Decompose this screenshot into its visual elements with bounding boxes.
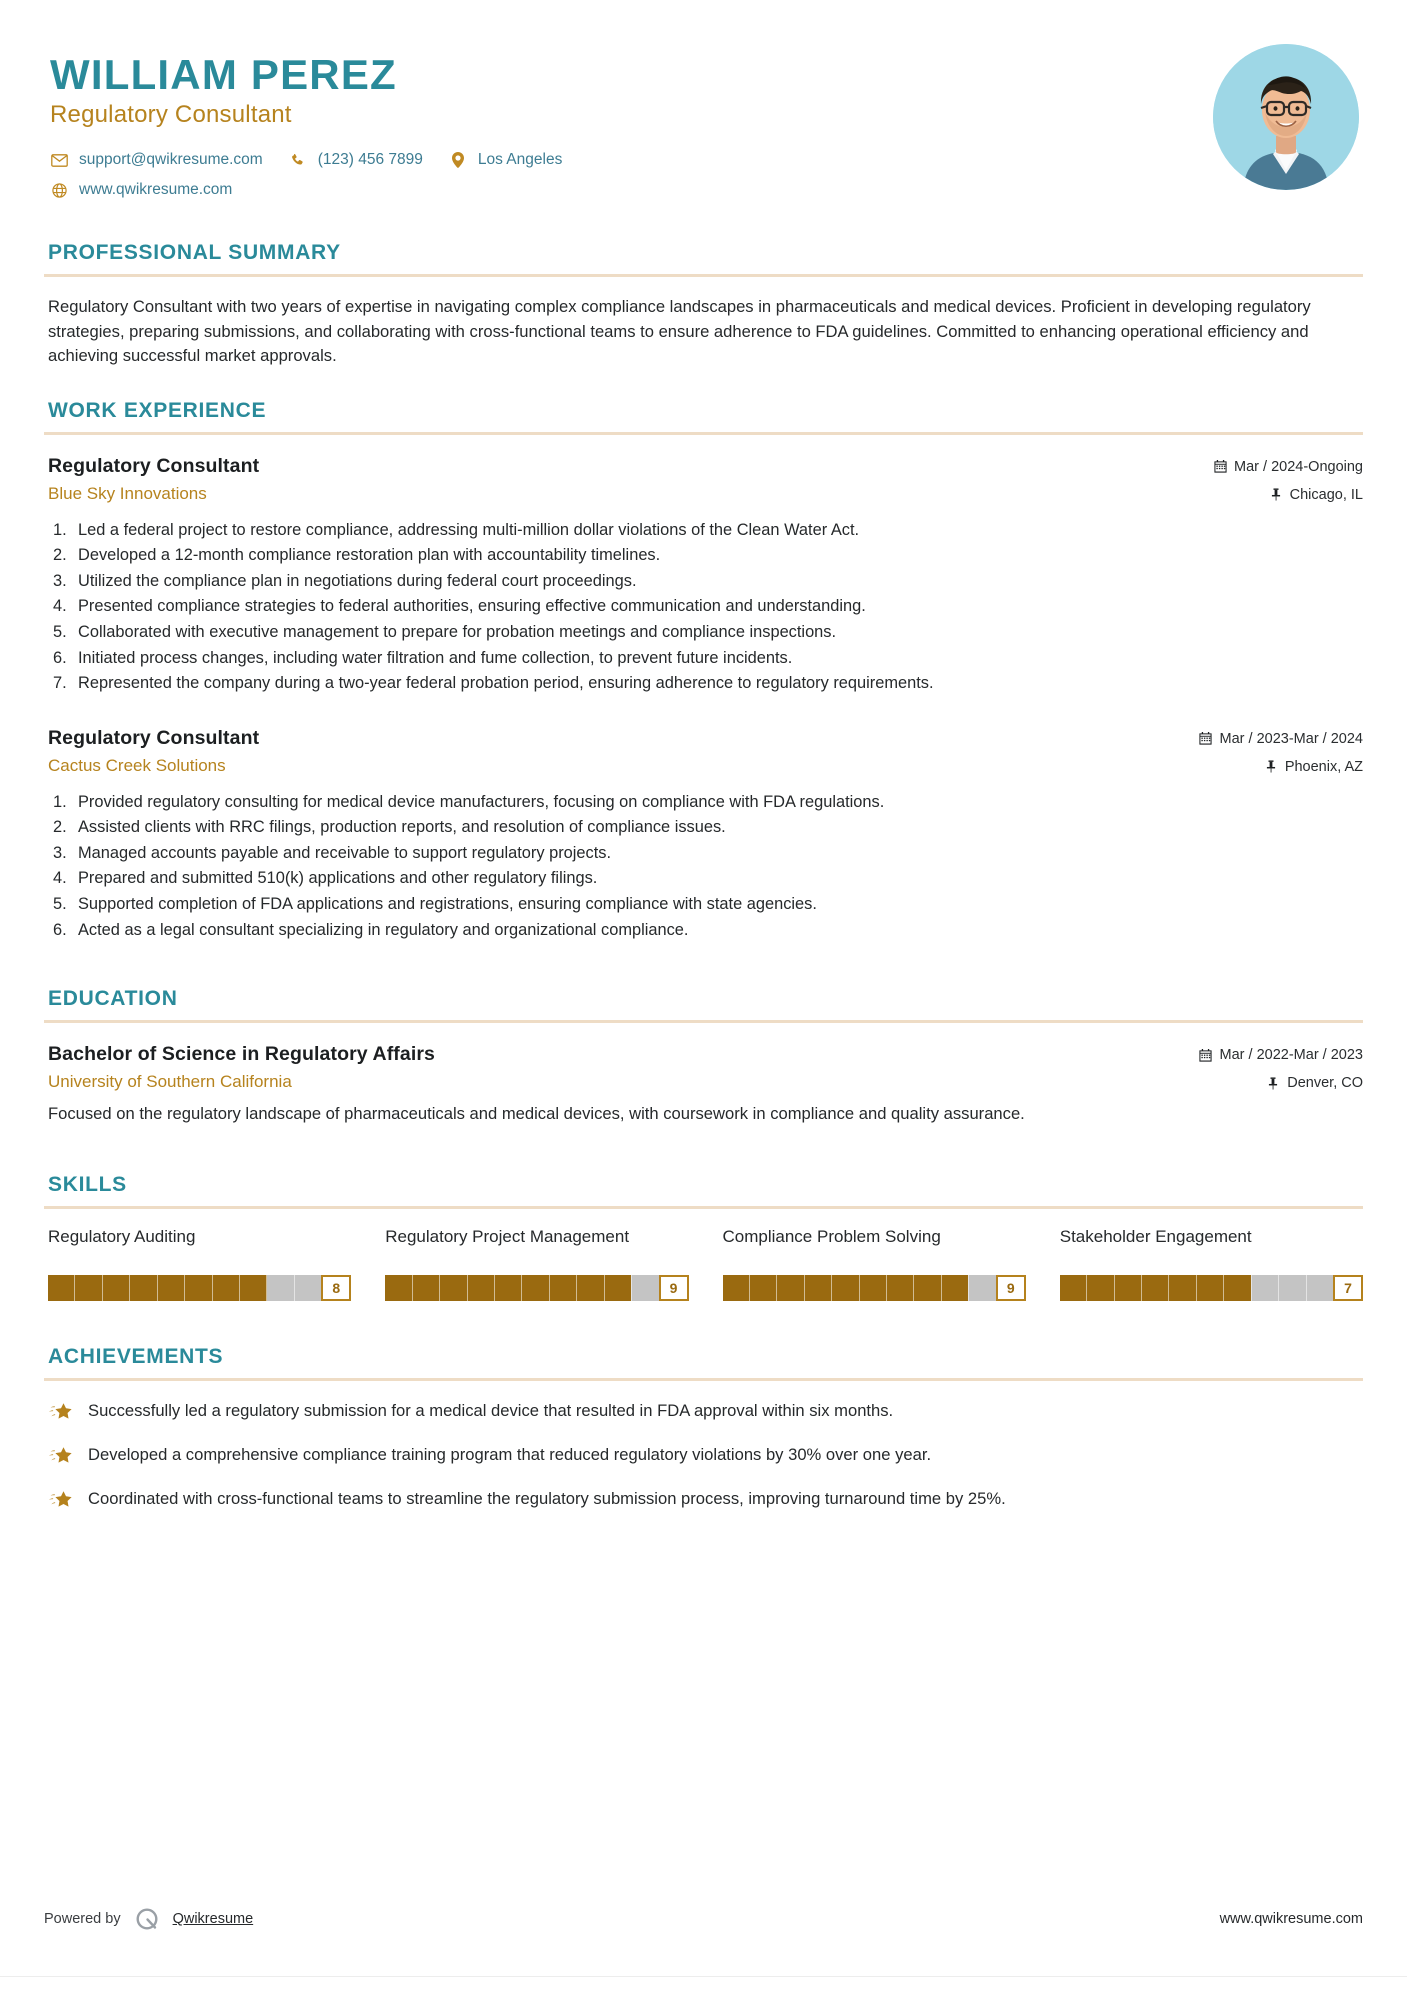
experience-bullet: Acted as a legal consultant specializing in regulatory and organizational compliance. <box>78 920 689 939</box>
resume-header <box>44 44 1363 211</box>
contact-location <box>449 151 562 169</box>
skills-grid <box>44 1227 1363 1301</box>
skill-bar <box>723 1275 1026 1301</box>
education-entry-header <box>48 1043 1363 1092</box>
skill-track <box>1060 1275 1333 1301</box>
calendar-icon <box>1199 1048 1213 1062</box>
map-pin-icon <box>449 152 467 168</box>
experience-location-text: Chicago, IL <box>1289 486 1363 503</box>
section-work-experience <box>44 399 1363 944</box>
profile-photo-illustration <box>1213 44 1359 190</box>
contact-details <box>50 151 588 199</box>
experience-bullet: Prepared and submitted 510(k) applications and other regulatory filings. <box>78 869 598 888</box>
skill-fill <box>385 1275 631 1301</box>
experience-bullet: Supported completion of FDA applications and registrations, ensuring compliance with state agencies. <box>78 895 817 914</box>
skill-bar <box>385 1275 688 1301</box>
skill-score: 9 <box>659 1275 689 1301</box>
experience-date-text: Mar / 2024-Ongoing <box>1234 458 1363 475</box>
achievement-item <box>48 1399 1363 1425</box>
contact-website[interactable] <box>50 181 232 199</box>
shooting-star-icon <box>48 1489 74 1513</box>
experience-meta <box>1199 727 1363 775</box>
header-identity-block <box>50 44 588 211</box>
experience-entry-header <box>48 727 1363 776</box>
experience-role: Regulatory Consultant <box>48 726 260 749</box>
skill-fill <box>1060 1275 1251 1301</box>
skill-score: 7 <box>1333 1275 1363 1301</box>
footer-brand-link[interactable]: Qwikresume <box>172 1911 254 1927</box>
experience-date-line <box>1213 459 1363 475</box>
section-title-summary: PROFESSIONAL SUMMARY <box>48 241 341 265</box>
achievement-text: Coordinated with cross-functional teams to streamline the regulatory submission process, improving turnaround time by 25%. <box>88 1488 1006 1508</box>
calendar-icon <box>1213 460 1227 474</box>
experience-bullet: Provided regulatory consulting for medical device manufacturers, focusing on compliance with FDA regulations. <box>78 792 885 811</box>
contact-email[interactable] <box>50 151 263 169</box>
experience-meta <box>1213 455 1363 503</box>
pushpin-icon <box>1264 760 1278 774</box>
calendar-icon <box>1199 732 1213 746</box>
section-education <box>44 987 1363 1126</box>
education-meta <box>1199 1043 1363 1091</box>
skill-fill <box>723 1275 969 1301</box>
contact-phone-text: (123) 456 7899 <box>317 151 423 169</box>
experience-bullet: Initiated process changes, including water filtration and fume collection, to prevent future incidents. <box>78 648 793 667</box>
skill-item <box>723 1227 1026 1301</box>
experience-bullet: Presented compliance strategies to federal authorities, ensuring effective communication and understanding. <box>78 597 866 616</box>
experience-bullet: Managed accounts payable and receivable to support regulatory projects. <box>78 843 612 862</box>
experience-bullets <box>48 790 1363 944</box>
contact-row-website <box>50 181 588 199</box>
experience-bullets <box>48 518 1363 697</box>
pushpin-icon <box>1269 488 1283 502</box>
phone-icon <box>289 152 307 168</box>
section-title-achievements: ACHIEVEMENTS <box>48 1344 224 1368</box>
skill-track <box>723 1275 996 1301</box>
skill-track <box>385 1275 658 1301</box>
envelope-icon <box>50 152 68 168</box>
footer-branding <box>44 1906 253 1932</box>
achievement-item <box>48 1443 1363 1469</box>
experience-bullet: Represented the company during a two-year federal probation period, ensuring adherence to regulatory requirements. <box>78 674 934 693</box>
education-school: University of Southern California <box>48 1072 292 1092</box>
section-title-experience: WORK EXPERIENCE <box>48 398 267 422</box>
experience-bullet: Led a federal project to restore compliance, addressing multi-million dollar violations of the Clean Water Act. <box>78 520 860 539</box>
section-divider <box>44 1020 1363 1023</box>
experience-location-text: Phoenix, AZ <box>1284 758 1363 775</box>
skill-score: 8 <box>321 1275 351 1301</box>
education-degree: Bachelor of Science in Regulatory Affairs <box>48 1043 435 1066</box>
skill-label: Compliance Problem Solving <box>722 1226 941 1246</box>
skill-label: Regulatory Auditing <box>48 1226 196 1246</box>
skill-bar <box>1060 1275 1363 1301</box>
page-title: WILLIAM PEREZ <box>50 51 397 98</box>
section-divider <box>44 274 1363 277</box>
education-description: Focused on the regulatory landscape of pharmaceuticals and medical devices, with coursework in compliance and quality assurance. <box>48 1104 1025 1124</box>
education-entry <box>44 1043 1363 1126</box>
experience-location-line <box>1199 759 1363 775</box>
shooting-star-icon <box>48 1445 74 1469</box>
page-bottom-edge <box>0 1976 1407 1990</box>
section-title-education: EDUCATION <box>48 987 178 1011</box>
education-location-text: Denver, CO <box>1287 1075 1363 1092</box>
education-location-line <box>1199 1075 1363 1091</box>
experience-entry-header <box>48 455 1363 504</box>
experience-bullet: Developed a 12-month compliance restoration plan with accountability timelines. <box>78 546 661 565</box>
section-skills <box>44 1173 1363 1301</box>
skill-item <box>48 1227 351 1301</box>
contact-row-primary <box>50 151 588 169</box>
footer-powered-by-label: Powered by <box>44 1911 121 1927</box>
section-achievements <box>44 1345 1363 1513</box>
summary-text: Regulatory Consultant with two years of expertise in navigating complex compliance landscapes in pharmaceuticals and medical devices. Proficient in developing regulatory strategies, preparing submissions, and collaborating with cross-functional teams to ensure adherence to FDA guidelines. Committed to enhancing operational efficiency and achieving successful market approvals. <box>48 297 1311 366</box>
experience-role: Regulatory Consultant <box>48 454 260 477</box>
shooting-star-icon <box>48 1401 74 1425</box>
job-title: Regulatory Consultant <box>50 101 292 129</box>
education-date-text: Mar / 2022-Mar / 2023 <box>1219 1047 1363 1064</box>
section-divider <box>44 1378 1363 1381</box>
experience-bullet: Assisted clients with RRC filings, production reports, and resolution of compliance issues. <box>78 818 726 837</box>
skill-track <box>48 1275 321 1301</box>
achievement-text: Developed a comprehensive compliance training program that reduced regulatory violations by 30% over one year. <box>88 1444 932 1464</box>
achievement-text: Successfully led a regulatory submission for a medical device that resulted in FDA approval within six months. <box>88 1400 894 1420</box>
experience-location-line <box>1213 487 1363 503</box>
skill-item <box>1060 1227 1363 1301</box>
experience-company: Blue Sky Innovations <box>48 483 207 503</box>
skill-item <box>385 1227 688 1301</box>
skill-score: 9 <box>996 1275 1026 1301</box>
education-date-line <box>1199 1047 1363 1063</box>
avatar <box>1213 44 1359 190</box>
section-divider <box>44 432 1363 435</box>
achievements-list <box>44 1399 1363 1513</box>
experience-entry <box>44 727 1363 944</box>
section-divider <box>44 1206 1363 1209</box>
achievement-item <box>48 1487 1363 1513</box>
section-title-skills: SKILLS <box>48 1172 127 1196</box>
contact-location-text: Los Angeles <box>477 151 563 169</box>
skill-bar <box>48 1275 351 1301</box>
contact-phone[interactable] <box>289 151 423 169</box>
experience-bullet: Collaborated with executive management to prepare for probation meetings and compliance inspections. <box>78 622 837 641</box>
qwikresume-logo-icon <box>134 1906 160 1932</box>
experience-entry <box>44 455 1363 697</box>
experience-company: Cactus Creek Solutions <box>48 755 226 775</box>
experience-bullet: Utilized the compliance plan in negotiations during federal court proceedings. <box>78 571 637 590</box>
skill-label: Stakeholder Engagement <box>1059 1226 1252 1246</box>
pushpin-icon <box>1266 1076 1280 1090</box>
footer-website: www.qwikresume.com <box>1219 1911 1363 1927</box>
experience-date-line <box>1199 731 1363 747</box>
globe-icon <box>50 182 68 198</box>
contact-email-text: support@qwikresume.com <box>79 151 263 169</box>
skill-label: Regulatory Project Management <box>385 1226 630 1246</box>
contact-website-text: www.qwikresume.com <box>79 181 233 199</box>
skill-fill <box>48 1275 267 1301</box>
page-footer <box>44 1906 1363 1932</box>
experience-date-text: Mar / 2023-Mar / 2024 <box>1219 730 1363 747</box>
section-professional-summary <box>44 241 1363 368</box>
